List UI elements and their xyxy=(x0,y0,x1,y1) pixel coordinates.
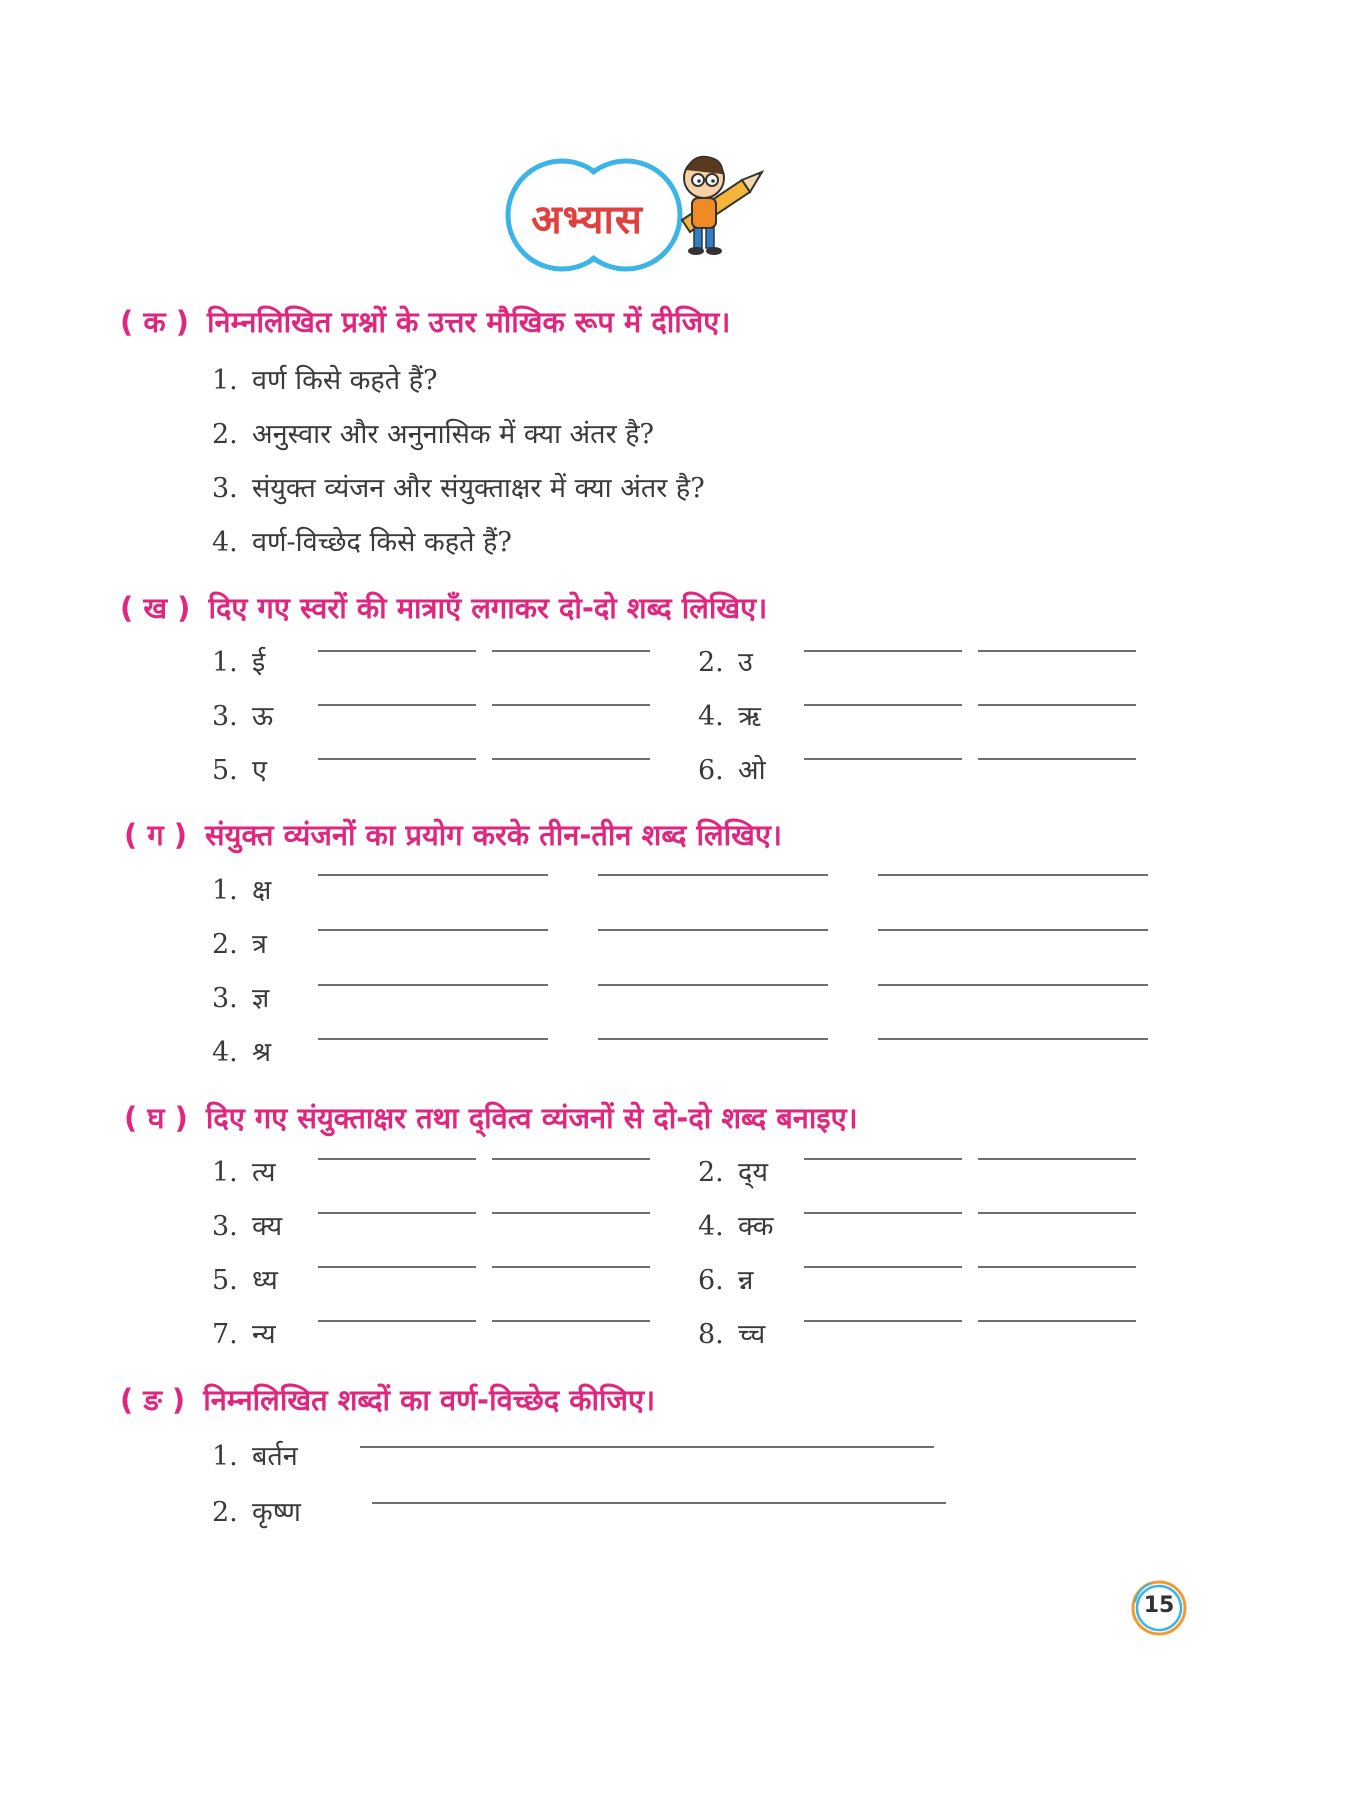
item-number: 1. xyxy=(212,365,238,396)
exercise-item xyxy=(698,1260,753,1297)
item-number: 3. xyxy=(212,473,238,504)
section-mark-nga: ( ङ ) xyxy=(120,1383,186,1417)
answer-line[interactable] xyxy=(804,650,962,652)
answer-line[interactable] xyxy=(804,704,962,706)
item-text: ऊ xyxy=(252,701,274,732)
answer-line[interactable] xyxy=(318,1266,476,1268)
exercise-item xyxy=(212,750,267,787)
item-number: 3. xyxy=(212,1211,238,1242)
answer-line[interactable] xyxy=(318,1158,476,1160)
answer-line[interactable] xyxy=(492,1320,650,1322)
item-text: द्‌य xyxy=(738,1157,768,1188)
answer-line[interactable] xyxy=(492,650,650,652)
exercise-item xyxy=(212,642,265,679)
item-number: 2. xyxy=(698,647,724,678)
answer-line[interactable] xyxy=(978,1320,1136,1322)
section-heading-gha xyxy=(124,1098,858,1137)
item-number: 1. xyxy=(212,1441,238,1472)
item-text: ध्य xyxy=(252,1265,278,1296)
answer-line[interactable] xyxy=(318,704,476,706)
exercise-item xyxy=(698,1152,768,1189)
item-text: श्र xyxy=(252,1037,272,1068)
section-instruction-nga: निम्नलिखित शब्दों का वर्ण-विच्छेद कीजिए। xyxy=(203,1383,656,1417)
exercise-item xyxy=(212,978,269,1015)
answer-line[interactable] xyxy=(318,1212,476,1214)
page-title: अभ्यास xyxy=(531,197,643,243)
exercise-item xyxy=(698,696,761,733)
answer-line[interactable] xyxy=(318,874,548,876)
item-number: 3. xyxy=(212,983,238,1014)
pencil-boy-icon xyxy=(664,150,774,260)
answer-line[interactable] xyxy=(878,929,1148,931)
answer-line[interactable] xyxy=(318,650,476,652)
item-number: 5. xyxy=(212,755,238,786)
exercise-item xyxy=(212,1492,301,1529)
item-text: क्क xyxy=(738,1211,774,1242)
answer-line[interactable] xyxy=(804,1266,962,1268)
item-text: वर्ण किसे कहते हैं? xyxy=(252,365,438,396)
item-number: 1. xyxy=(212,1157,238,1188)
item-text: अनुस्वार और अनुनासिक में क्या अंतर है? xyxy=(252,419,655,450)
exercise-item xyxy=(212,1206,282,1243)
question-item xyxy=(212,468,705,505)
answer-line[interactable] xyxy=(804,1158,962,1160)
item-number: 6. xyxy=(698,755,724,786)
answer-line[interactable] xyxy=(492,1158,650,1160)
exercise-item xyxy=(698,1206,773,1243)
item-number: 4. xyxy=(698,1211,724,1242)
item-number: 2. xyxy=(212,1497,238,1528)
item-number: 1. xyxy=(212,647,238,678)
item-text: च्च xyxy=(738,1319,766,1350)
item-number: 4. xyxy=(212,1037,238,1068)
section-instruction-ka: निम्नलिखित प्रश्नों के उत्तर मौखिक रूप में दीजिए। xyxy=(206,305,731,339)
answer-line[interactable] xyxy=(804,1320,962,1322)
item-number: 4. xyxy=(212,527,238,558)
exercise-item xyxy=(698,750,766,787)
answer-line[interactable] xyxy=(978,704,1136,706)
answer-line[interactable] xyxy=(492,1266,650,1268)
answer-line[interactable] xyxy=(804,1212,962,1214)
exercise-item xyxy=(212,924,267,961)
item-text: उ xyxy=(738,647,753,678)
item-number: 2. xyxy=(212,929,238,960)
item-text: ज्ञ xyxy=(252,983,270,1014)
page-number: 15 xyxy=(1143,1593,1175,1618)
item-text: त्य xyxy=(252,1157,276,1188)
item-text: ऋ xyxy=(738,701,762,732)
item-text: ओ xyxy=(738,755,766,786)
item-text: वर्ण-विच्छेद किसे कहते हैं? xyxy=(252,527,512,558)
answer-line[interactable] xyxy=(360,1446,934,1448)
item-number: 7. xyxy=(212,1319,238,1350)
answer-line[interactable] xyxy=(598,1038,828,1040)
answer-line[interactable] xyxy=(492,704,650,706)
exercise-item xyxy=(212,1152,276,1189)
item-number: 4. xyxy=(698,701,724,732)
answer-line[interactable] xyxy=(878,874,1148,876)
item-number: 1. xyxy=(212,875,238,906)
item-text: क्य xyxy=(252,1211,283,1242)
section-heading-ga xyxy=(124,815,782,854)
exercise-item xyxy=(212,870,271,907)
answer-line[interactable] xyxy=(372,1502,946,1504)
item-text: कृष्ण xyxy=(252,1497,301,1528)
item-number: 8. xyxy=(698,1319,724,1350)
section-heading-kha xyxy=(120,588,767,627)
exercise-item xyxy=(698,1314,765,1351)
section-instruction-gha: दिए गए संयुक्ताक्षर तथा द्‌वित्व व्यंजनों से दो-दो शब्द बनाइए। xyxy=(205,1101,858,1135)
answer-line[interactable] xyxy=(318,758,476,760)
section-mark-ka: ( क ) xyxy=(120,305,189,339)
answer-line[interactable] xyxy=(598,874,828,876)
answer-line[interactable] xyxy=(492,1212,650,1214)
question-item xyxy=(212,414,654,451)
section-mark-kha: ( ख ) xyxy=(120,591,191,625)
answer-line[interactable] xyxy=(978,1266,1136,1268)
exercise-item xyxy=(212,1314,276,1351)
answer-line[interactable] xyxy=(978,1158,1136,1160)
exercise-item xyxy=(212,1032,271,1069)
item-number: 3. xyxy=(212,701,238,732)
item-text: संयुक्त व्यंजन और संयुक्ताक्षर में क्या अंतर है? xyxy=(252,473,705,504)
section-instruction-ga: संयुक्त व्यंजनों का प्रयोग करके तीन-तीन शब्द लिखिए। xyxy=(205,818,782,852)
answer-line[interactable] xyxy=(878,1038,1148,1040)
item-text: क्ष xyxy=(252,875,272,906)
exercise-item xyxy=(212,1260,278,1297)
answer-line[interactable] xyxy=(978,650,1136,652)
answer-line[interactable] xyxy=(878,984,1148,986)
answer-line[interactable] xyxy=(978,1212,1136,1214)
answer-line[interactable] xyxy=(804,758,962,760)
item-text: न्न xyxy=(738,1265,754,1296)
question-item xyxy=(212,522,512,559)
question-item xyxy=(212,360,438,397)
item-text: ए xyxy=(252,755,267,786)
exercise-item xyxy=(212,1436,298,1473)
item-text: बर्तन xyxy=(252,1441,298,1472)
answer-line[interactable] xyxy=(598,984,828,986)
item-number: 6. xyxy=(698,1265,724,1296)
item-text: न्य xyxy=(252,1319,276,1350)
answer-line[interactable] xyxy=(978,758,1136,760)
section-instruction-kha: दिए गए स्वरों की मात्राएँ लगाकर दो-दो शब्द लिखिए। xyxy=(208,591,768,625)
item-number: 2. xyxy=(212,419,238,450)
item-text: ई xyxy=(252,647,266,678)
section-mark-ga: ( ग ) xyxy=(124,818,188,852)
exercise-item xyxy=(698,642,753,679)
exercise-item xyxy=(212,696,273,733)
section-heading-nga xyxy=(120,1380,655,1419)
item-number: 5. xyxy=(212,1265,238,1296)
item-number: 2. xyxy=(698,1157,724,1188)
answer-line[interactable] xyxy=(318,984,548,986)
answer-line[interactable] xyxy=(318,929,548,931)
answer-line[interactable] xyxy=(318,1320,476,1322)
answer-line[interactable] xyxy=(492,758,650,760)
item-text: त्र xyxy=(252,929,267,960)
answer-line[interactable] xyxy=(318,1038,548,1040)
section-heading-ka xyxy=(120,302,730,341)
section-mark-gha: ( घ ) xyxy=(124,1101,188,1135)
answer-line[interactable] xyxy=(598,929,828,931)
